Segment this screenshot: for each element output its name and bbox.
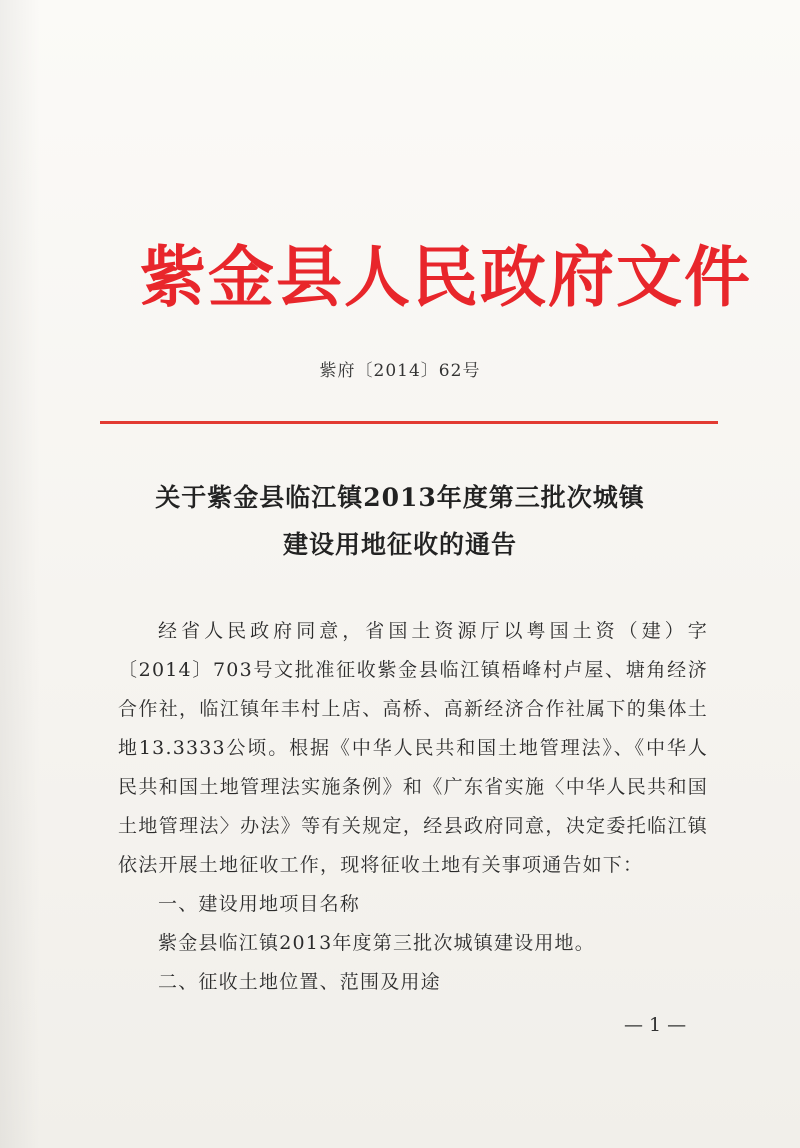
red-divider-line xyxy=(100,421,718,424)
document-number: 紫府〔2014〕62号 xyxy=(319,361,481,381)
masthead-title: 紫金县人民政府文件 xyxy=(140,238,752,316)
body-paragraph-intro: 经省人民政府同意，省国土资源厅以粤国土资（建）字〔2014〕703号文批准征收紫金县临江镇梧峰村卢屋、塘角经济合作社，临江镇年丰村上店、高桥、高新经济合作社属下的集体土地13.3333公顷。根据《中华人民共和国土地管理法》、《中华人民共和国土地管理法实施条例》和《广东省实施〈中华人民共和国土地管理法〉办法》等有关规定，经县政府同意，决定委托临江镇依法开展土地征收工作，现将征收土地有关事项通告如下： xyxy=(118,620,708,876)
section-2-heading: 二、征收土地位置、范围及用途 xyxy=(158,971,441,993)
section-1-text: 紫金县临江镇2013年度第三批次城镇建设用地。 xyxy=(158,932,595,954)
notice-title-line-2: 建设用地征收的通告 xyxy=(282,530,517,559)
section-1-heading: 一、建设用地项目名称 xyxy=(158,893,361,915)
page-number: — 1 — xyxy=(624,1014,687,1036)
notice-body xyxy=(118,612,708,1002)
notice-title-line-1: 关于紫金县临江镇2013年度第三批次城镇 xyxy=(155,483,645,512)
